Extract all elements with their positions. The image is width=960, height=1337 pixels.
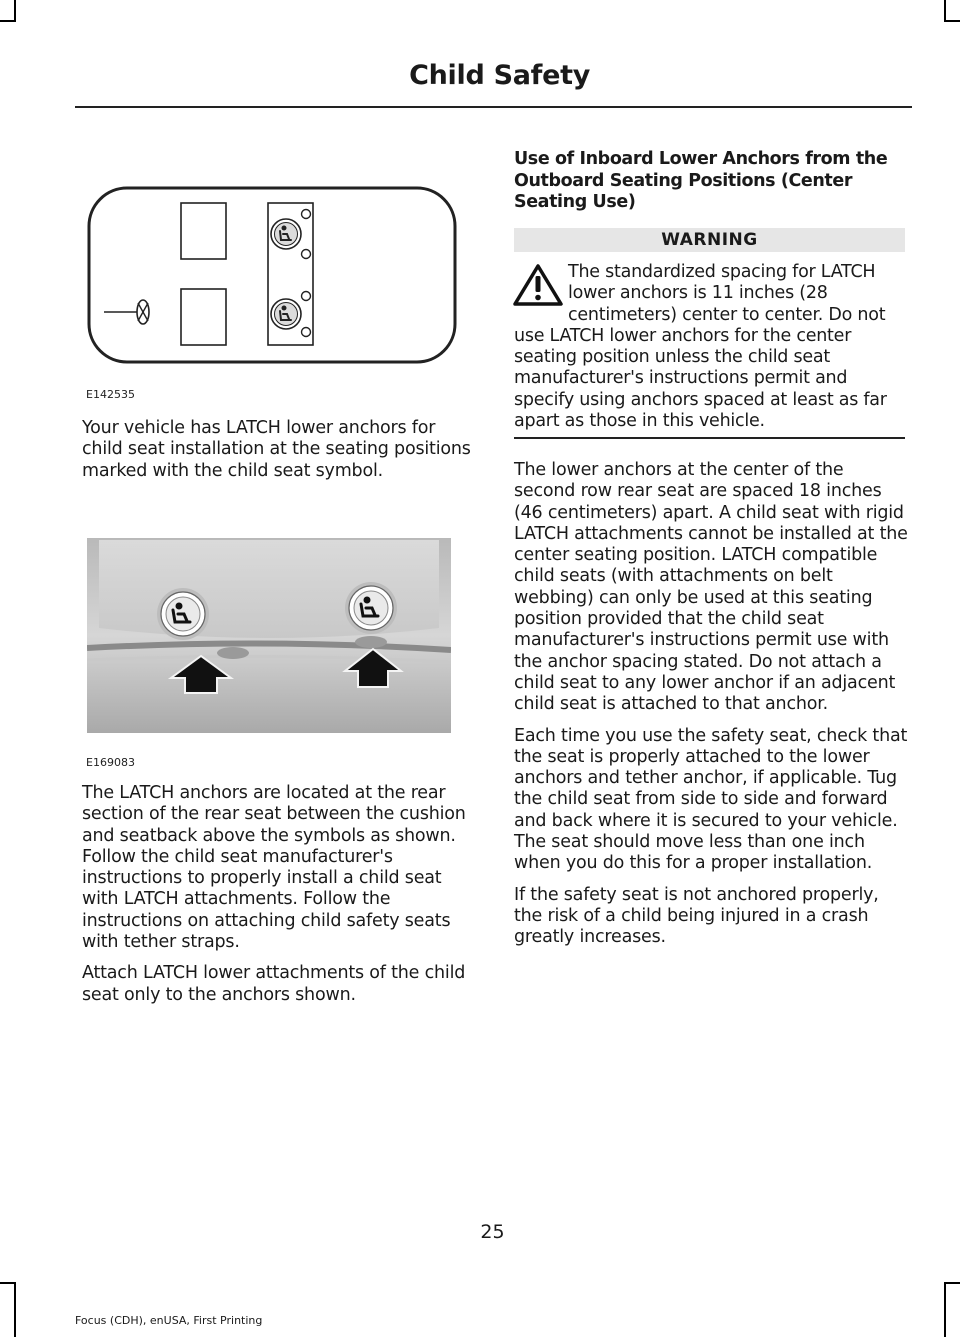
child-seat-icon [157,588,209,640]
latch-location-text [82,783,476,1016]
child-seat-icon [271,219,301,249]
latch-seat-diagram [87,186,457,364]
crop-mark [14,1282,16,1337]
crop-mark [0,20,16,22]
figure-id: E142535 [86,388,135,401]
warning-text-block [514,262,908,432]
section-heading: Use of Inboard Lower Anchors from the Outboard Seating Positions (Center Seating Use) [514,149,888,212]
child-seat-icon [345,582,397,634]
paragraph: If the safety seat is not anchored properly, the risk of a child being injured in a crash greatly increases. [514,884,879,948]
crop-mark [0,1282,16,1284]
child-seat-icon [271,299,301,329]
warning-text: The standardized spacing for LATCH lower anchors is 11 inches (28 centimeters) center to center. Do not use LATCH lower anchors for the center seating position unless the child seat manufacturer's instructions permit and specify using anchors spaced at least as far apart as those in this vehicle. [514,262,887,432]
seat-position-x-icon [137,300,149,324]
crop-mark [944,0,946,22]
warning-label: WARNING [514,228,905,252]
crop-mark [944,1282,960,1284]
paragraph: Each time you use the safety seat, check that the seat is properly attached to the lower anchors and tether anchor, if applicable. Tug the child seat from side to side and forward and back where it is secured to your vehicle. The seat should move less than one inch when you do this for a proper installation. [514,725,908,874]
header-rule [75,106,912,108]
latch-intro-text [82,418,474,492]
crop-mark [944,1282,946,1337]
page-title: Child Safety [409,60,590,91]
latch-anchor-illustration [87,538,451,733]
seat-square [181,289,226,345]
warning-divider [514,437,905,439]
crop-mark [944,20,960,22]
paragraph: The LATCH anchors are located at the rear section of the rear seat between the cushion and seatback above the symbols as shown. Follow the child seat manufacturer's instructions to properly install a child seat with LATCH attachments. Follow the instructions on attaching child safety seats with tether straps. [82,783,466,953]
seat-square [181,203,226,259]
figure-id: E169083 [86,756,135,769]
paragraph: Your vehicle has LATCH lower anchors for child seat installation at the seating positions marked with the child seat symbol. [82,418,471,481]
page-number: 25 [480,1221,505,1243]
paragraph: Attach LATCH lower attachments of the child seat only to the anchors shown. [82,963,466,1005]
crop-mark [14,0,16,22]
edition-info: Focus (CDH), enUSA, First Printing [75,1314,263,1327]
center-seating-text [514,460,908,959]
paragraph: The lower anchors at the center of the second row rear seat are spaced 18 inches (46 centimeters) apart. A child seat with rigid LATCH attachments cannot be installed at the center seating position. LATCH compatible child seats (with attachments on belt webbing) can only be used at this seating position provided that the child seat manufacturer's instructions permit use with the anchor spacing stated. Do not attach a child seat to any lower anchor if an adjacent child seat is attached to that anchor. [514,460,908,715]
